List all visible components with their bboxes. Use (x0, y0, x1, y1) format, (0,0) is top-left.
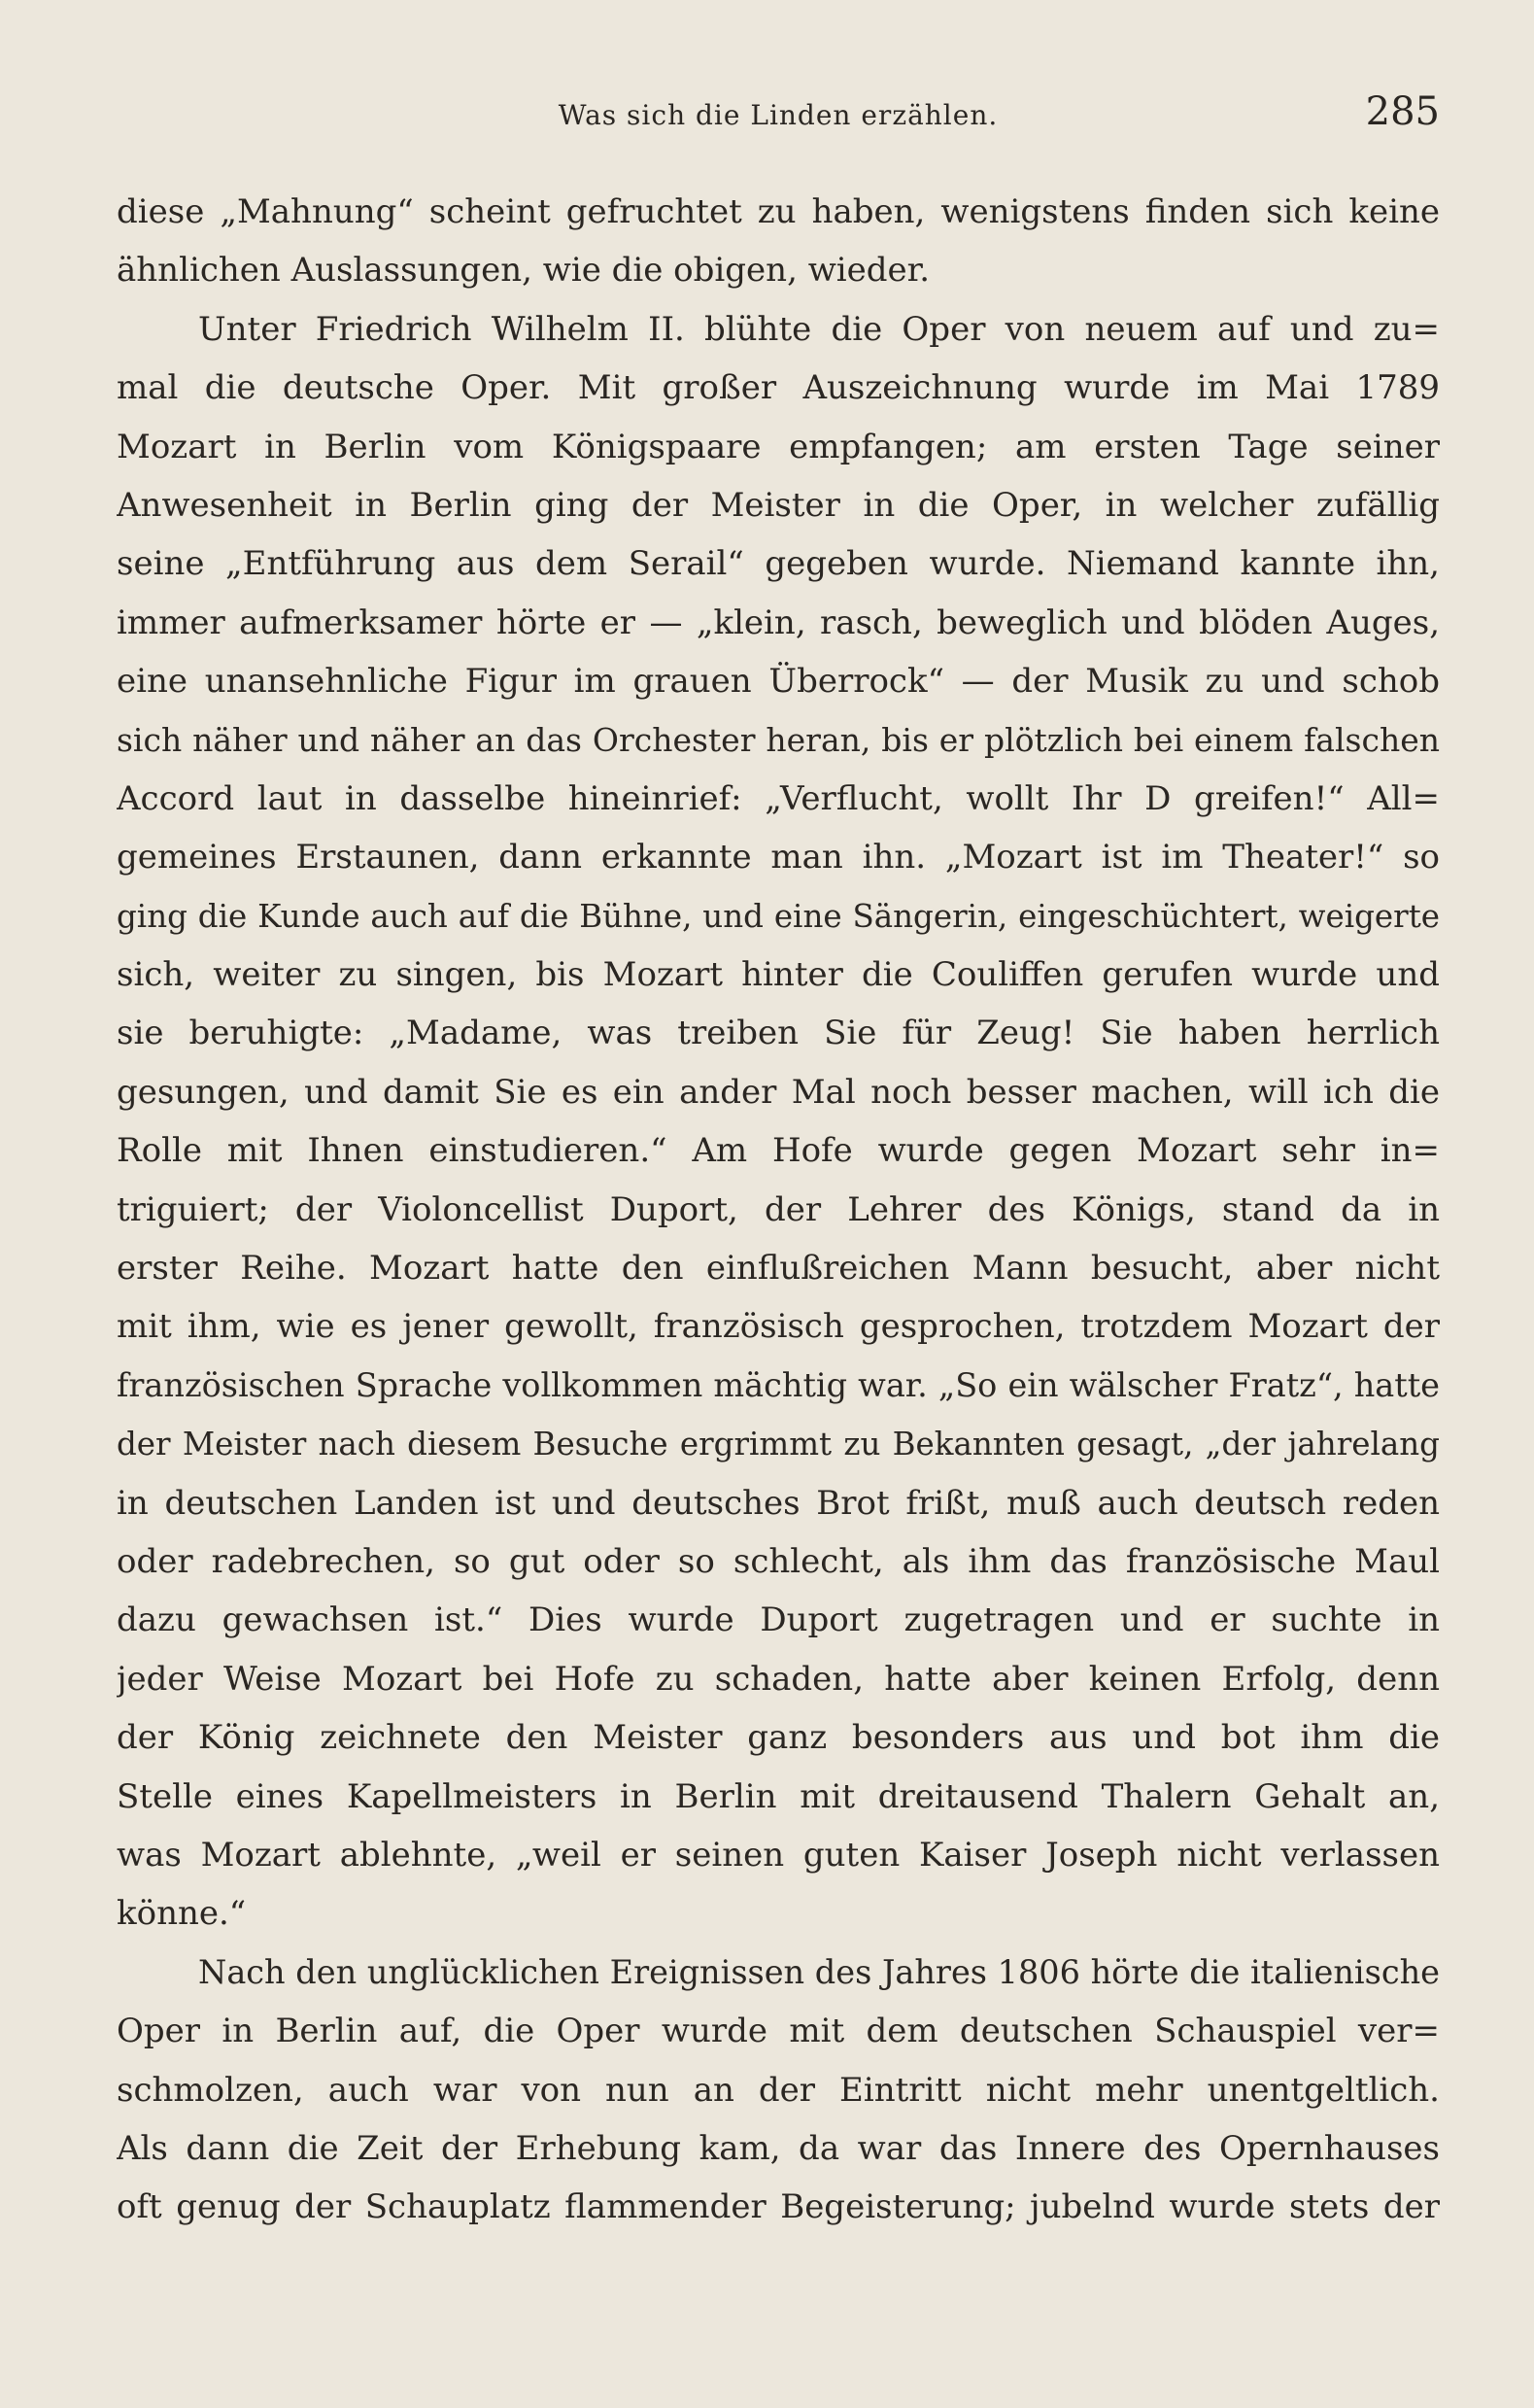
text-line: triguiert; der Violoncellist Duport, der Lehrer des Königs, stand da in (117, 1189, 1440, 1229)
text-line: jeder Weise Mozart bei Hofe zu schaden, hatte aber keinen Erfolg, denn (117, 1659, 1440, 1699)
text-line: mit ihm, wie es jener gewollt, französisch gesprochen, trotzdem Mozart der (117, 1307, 1440, 1347)
text-line: Rolle mit Ihnen einstudieren.“ Am Hofe wurde gegen Mozart sehr in= (117, 1131, 1440, 1171)
text-line: immer aufmerksamer hörte er — „klein, rasch, beweglich und blöden Auges, (117, 602, 1440, 642)
text-line: Stelle eines Kapellmeisters in Berlin mit dreitausend Thalern Gehalt an, (117, 1776, 1440, 1816)
text-line: oder radebrechen, so gut oder so schlecht, als ihm das französische Maul (117, 1541, 1440, 1581)
text-line: was Mozart ablehnte, „weil er seinen guten Kaiser Joseph nicht verlassen (117, 1835, 1440, 1875)
text-line: könne.“ (117, 1894, 247, 1934)
text-line: ähnlichen Auslassungen, wie die obigen, wieder. (117, 251, 931, 291)
text-line: diese „Mahnung“ scheint gefruchtet zu haben, wenigstens finden sich keine (117, 192, 1440, 231)
page-number: 285 (1365, 89, 1440, 134)
text-line: in deutschen Landen ist und deutsches Brot frißt, muß auch deutsch reden (117, 1483, 1440, 1523)
text-line: Oper in Berlin auf, die Oper wurde mit dem deutschen Schauspiel ver= (117, 2012, 1440, 2051)
text-line: seine „Entführung aus dem Serail“ gegeben wurde. Niemand kannte ihn, (117, 544, 1440, 584)
text-line: mal die deutsche Oper. Mit großer Auszeichnung wurde im Mai 1789 (117, 368, 1440, 408)
text-line: gemeines Erstaunen, dann erkannte man ihn. „Mozart ist im Theater!“ so (117, 838, 1440, 877)
running-head (117, 89, 1440, 138)
text-line: französischen Sprache vollkommen mächtig war. „So ein wälscher Fratz“, hatte (117, 1365, 1440, 1404)
text-line: erster Reihe. Mozart hatte den einflußreichen Mann besucht, aber nicht (117, 1249, 1440, 1289)
text-line: sich näher und näher an das Orchester heran, bis er plötzlich bei einem falschen (117, 720, 1440, 759)
running-title: Was sich die Linden erzählen. (558, 99, 999, 131)
text-line: Accord laut in dasselbe hineinrief: „Verflucht, wollt Ihr D greifen!“ All= (117, 778, 1440, 818)
text-line: dazu gewachsen ist.“ Dies wurde Duport zugetragen und er suchte in (117, 1600, 1440, 1640)
text-line: ging die Kunde auch auf die Bühne, und eine Sängerin, eingeschüchtert, weigerte (117, 897, 1440, 935)
text-line: Als dann die Zeit der Erhebung kam, da war das Innere des Opernhauses (117, 2128, 1440, 2168)
text-line: sie beruhigte: „Madame, was treiben Sie für Zeug! Sie haben herrlich (117, 1014, 1440, 1053)
text-line: der König zeichnete den Meister ganz besonders aus und bot ihm die (117, 1718, 1440, 1758)
text-line: der Meister nach diesem Besuche ergrimmt zu Bekannten gesagt, „der jahrelang (117, 1426, 1440, 1463)
text-line: schmolzen, auch war von nun an der Eintritt nicht mehr unentgeltlich. (117, 2070, 1440, 2110)
text-line: gesungen, und damit Sie es ein ander Mal noch besser machen, will ich die (117, 1072, 1440, 1112)
text-line: sich, weiter zu singen, bis Mozart hinter die Couliffen gerufen wurde und (117, 955, 1440, 995)
text-line: eine unansehnliche Figur im grauen Überrock“ — der Musik zu und schob (117, 662, 1440, 702)
text-line: oft genug der Schauplatz flammender Begeisterung; jubelnd wurde stets der (117, 2187, 1440, 2227)
text-line: Nach den unglücklichen Ereignissen des Jahres 1806 hörte die italienische (198, 1952, 1440, 1991)
body-text (117, 183, 1440, 2237)
text-line: Unter Friedrich Wilhelm II. blühte die Oper von neuem auf und zu= (198, 309, 1440, 349)
text-line: Mozart in Berlin vom Königspaare empfangen; am ersten Tage seiner (117, 427, 1440, 466)
text-line: Anwesenheit in Berlin ging der Meister in die Oper, in welcher zufällig (117, 485, 1440, 525)
